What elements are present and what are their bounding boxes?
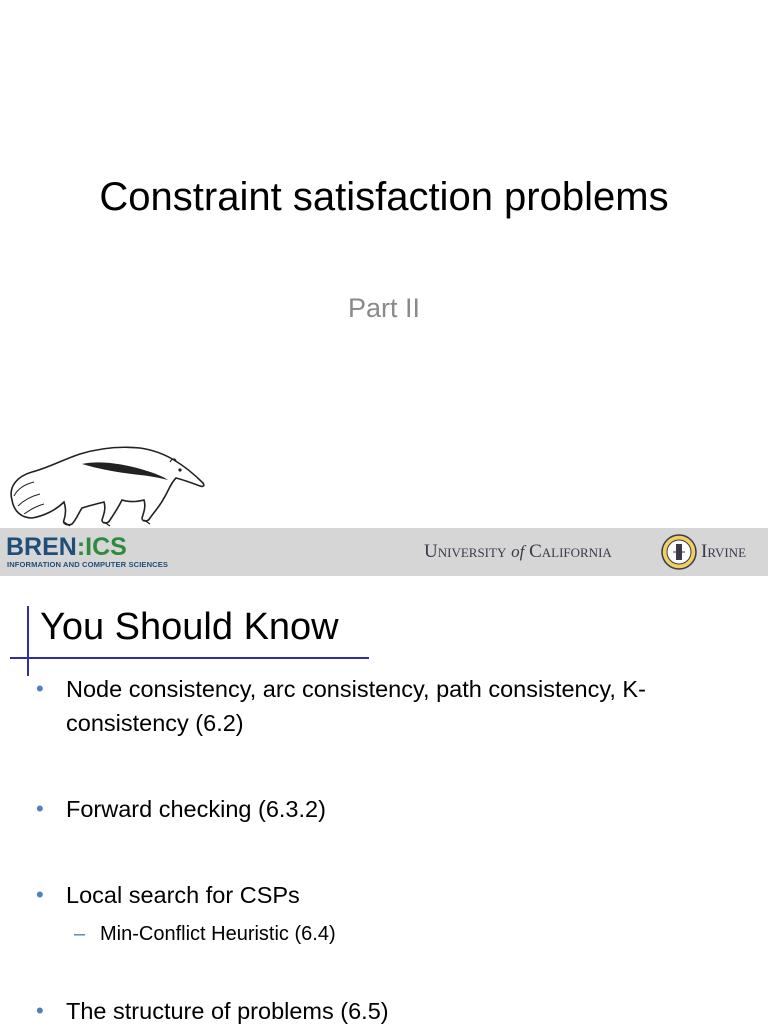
bullet-text: The structure of problems (6.5): [66, 998, 389, 1024]
uci-word-california: California: [529, 541, 612, 562]
bullet-icon: •: [36, 796, 44, 821]
logo-ics-word: ICS: [85, 533, 127, 561]
uci-word-irvine: Irvine: [701, 541, 747, 562]
institution-banner: [0, 528, 768, 576]
dash-icon: –: [74, 923, 86, 945]
slide-subtitle: Part II: [347, 293, 421, 323]
bullet-icon: •: [36, 998, 44, 1023]
content-slide: [0, 576, 768, 1024]
heading-vertical-rule: [27, 606, 29, 676]
logo-bren-word: BREN: [6, 533, 77, 561]
uci-word-university: University: [424, 541, 507, 562]
uci-seal-icon: [660, 532, 698, 572]
bullet-text: Local search for CSPs: [66, 882, 300, 908]
logo-tagline: INFORMATION AND COMPUTER SCIENCES: [7, 560, 169, 569]
bullet-icon: •: [36, 882, 44, 907]
slide-heading: You Should Know: [40, 606, 339, 648]
slide-title: Constraint satisfaction problems: [99, 175, 669, 219]
sub-bullet-text: Min-Conflict Heuristic (6.4): [100, 923, 336, 945]
uci-wordmark-left: [424, 541, 612, 563]
bullet-text: Forward checking (6.3.2): [66, 796, 326, 822]
anteater-icon: [4, 440, 208, 528]
bullet-icon: •: [36, 676, 44, 701]
uci-word-of: of: [511, 542, 525, 561]
bullet-text: Node consistency, arc consistency, path consistency, K-consistency (6.2): [66, 676, 646, 736]
bren-ics-logo: BREN:ICS INFORMATION AND COMPUTER SCIENCES: [6, 533, 169, 569]
heading-horizontal-rule: [10, 657, 369, 659]
